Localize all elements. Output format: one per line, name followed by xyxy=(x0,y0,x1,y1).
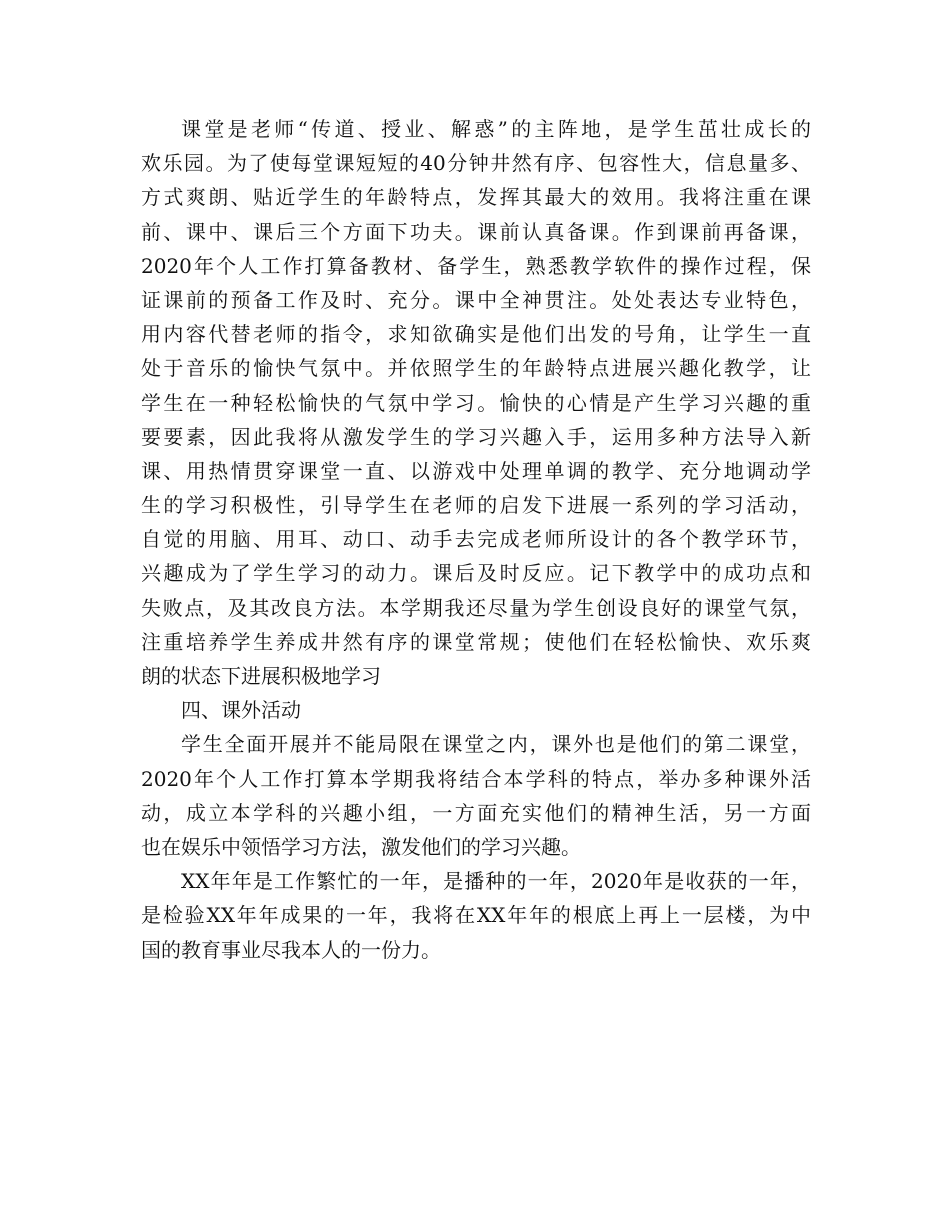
text-line: 国的教育事业尽我本人的一份力。 xyxy=(141,937,441,962)
text-line: 生的学习积极性，引导学生在老师的启发下进展一系列的学习活动， xyxy=(141,493,811,518)
text-line: 是检验XX年年成果的一年，我将在XX年年的根底上再上一层楼，为中 xyxy=(141,903,811,928)
text-line: 也在娱乐中领悟学习方法，激发他们的学习兴趣。 xyxy=(141,834,581,859)
paragraph-classroom xyxy=(141,112,811,693)
text-line: 方式爽朗、贴近学生的年龄特点，发挥其最大的效用。我将注重在课 xyxy=(141,185,811,210)
text-line: 证课前的预备工作及时、充分。课中全神贯注。处处表达专业特色， xyxy=(141,287,811,312)
text-line: 处于音乐的愉快气氛中。并依照学生的年龄特点进展兴趣化教学，让 xyxy=(141,356,811,381)
text-line: 前、课中、课后三个方面下功夫。课前认真备课。作到课前再备课， xyxy=(141,219,811,244)
text-line: 注重培养学生养成井然有序的课堂常规；使他们在轻松愉快、欢乐爽 xyxy=(141,629,811,654)
text-line: 2020年个人工作打算本学期我将结合本学科的特点，举办多种课外活 xyxy=(141,766,811,791)
text-line: 学生全面开展并不能局限在课堂之内，课外也是他们的第二课堂， xyxy=(181,732,811,757)
text-line: 课堂是老师“传道、授业、解惑”的主阵地，是学生茁壮成长的 xyxy=(181,117,811,141)
text-line: 用内容代替老师的指令，求知欲确实是他们出发的号角，让学生一直 xyxy=(141,322,811,347)
text-line: 2020年个人工作打算备教材、备学生，熟悉教学软件的操作过程，保 xyxy=(141,253,811,278)
text-line: 动，成立本学科的兴趣小组，一方面充实他们的精神生活，另一方面 xyxy=(141,800,811,825)
section-heading-extracurricular xyxy=(141,693,811,727)
text-line: 学生在一种轻松愉快的气氛中学习。愉快的心情是产生学习兴趣的重 xyxy=(141,390,811,415)
paragraph-extracurricular xyxy=(141,727,811,864)
text-line: 要要素，因此我将从激发学生的学习兴趣入手，运用多种方法导入新 xyxy=(141,424,811,449)
text-line: 兴趣成为了学生学习的动力。课后及时反应。记下教学中的成功点和 xyxy=(141,561,811,586)
text-line: 课、用热情贯穿课堂一直、以游戏中处理单调的教学、充分地调动学 xyxy=(141,458,811,483)
text-line: XX年年是工作繁忙的一年，是播种的一年，2020年是收获的一年， xyxy=(181,869,811,894)
text-line: 失败点，及其改良方法。本学期我还尽量为学生创设良好的课堂气氛， xyxy=(141,595,811,620)
section-heading: 四、课外活动 xyxy=(181,698,301,723)
text-line: 朗的状态下进展积极地学习 xyxy=(141,664,381,688)
document-body xyxy=(141,112,811,967)
text-line: 欢乐园。为了使每堂课短短的40分钟井然有序、包容性大，信息量多、 xyxy=(141,151,811,176)
paragraph-conclusion xyxy=(141,864,811,967)
text-line: 自觉的用脑、用耳、动口、动手去完成老师所设计的各个教学环节， xyxy=(141,527,811,552)
